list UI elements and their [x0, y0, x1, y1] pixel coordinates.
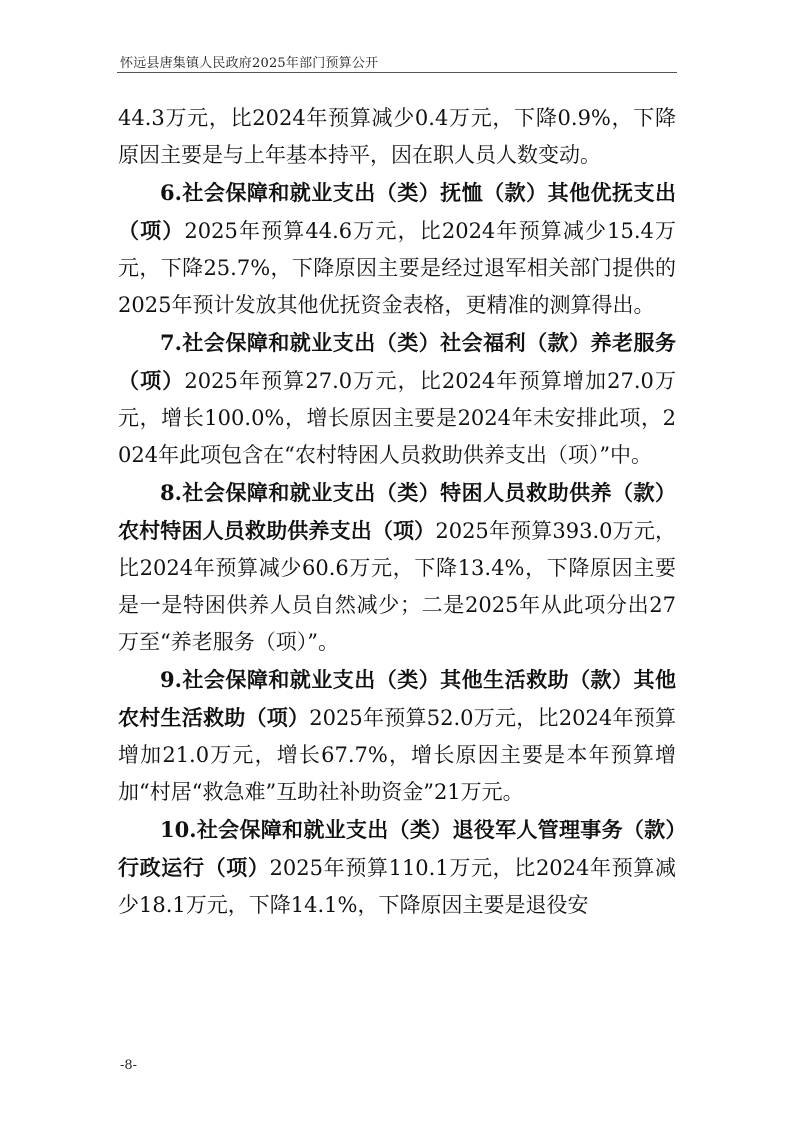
- paragraph-heading: 10.社会保障和就业支出（类）退役军人管理事务（款）行政运行（项）: [118, 817, 676, 880]
- paragraph-text: 44.3万元，比2024年预算减少0.4万元，下降0.9%，下降原因主要是与上年基本持平，因在职人员人数变动。: [118, 106, 676, 167]
- paragraph-heading: 8.社会保障和就业支出（类）特困人员救助供养（款）农村特困人员救助供养支出（项）: [118, 480, 676, 543]
- page-number: -8-: [120, 1058, 138, 1073]
- paragraph-heading: 9.社会保障和就业支出（类）其他生活救助（款）其他农村生活救助（项）: [118, 667, 676, 730]
- paragraph-text: 2025年预算52.0万元，比2024年预算增加21.0万元，增长67.7%，增长原因主要是本年预算增加“村居“救急难”互助社补助资金”21万元。: [118, 706, 676, 804]
- paragraph-heading: 7.社会保障和就业支出（类）社会福利（款）养老服务（项）: [118, 330, 676, 393]
- paragraph-continuation: [118, 100, 676, 174]
- paragraph-item-8: [118, 474, 676, 661]
- paragraph-text: 2025年预算44.6万元，比2024年预算减少15.4万元，下降25.7%，下降原因主要是经过退军相关部门提供的2025年预计发放其他优抚资金表格，更精准的测算得出。: [118, 219, 677, 317]
- paragraph-text: 2025年预算27.0万元，比2024年预算增加27.0万元，增长100.0%，增长原因主要是2024年未安排此项，2024年此项包含在“农村特困人员救助供养支出（项）”中。: [118, 369, 677, 467]
- paragraph-item-6: [118, 174, 676, 324]
- paragraph-item-10: [118, 811, 676, 924]
- paragraph-item-9: [118, 661, 676, 811]
- header-divider: [117, 72, 677, 73]
- document-body: [118, 100, 676, 924]
- paragraph-item-7: [118, 324, 676, 474]
- page-header: 怀远县唐集镇人民政府2025年部门预算公开: [120, 56, 379, 71]
- paragraph-heading: 6.社会保障和就业支出（类）抚恤（款）其他优抚支出（项）: [118, 180, 676, 243]
- paragraph-text: 2025年预算393.0万元，比2024年预算减少60.6万元，下降13.4%，下降原因主要是一是特困供养人员自然减少；二是2025年从此项分出27万至“养老服务（项）”。: [118, 519, 676, 654]
- paragraph-text: 2025年预算110.1万元，比2024年预算减少18.1万元，下降14.1%，下降原因主要是退役安: [118, 856, 676, 917]
